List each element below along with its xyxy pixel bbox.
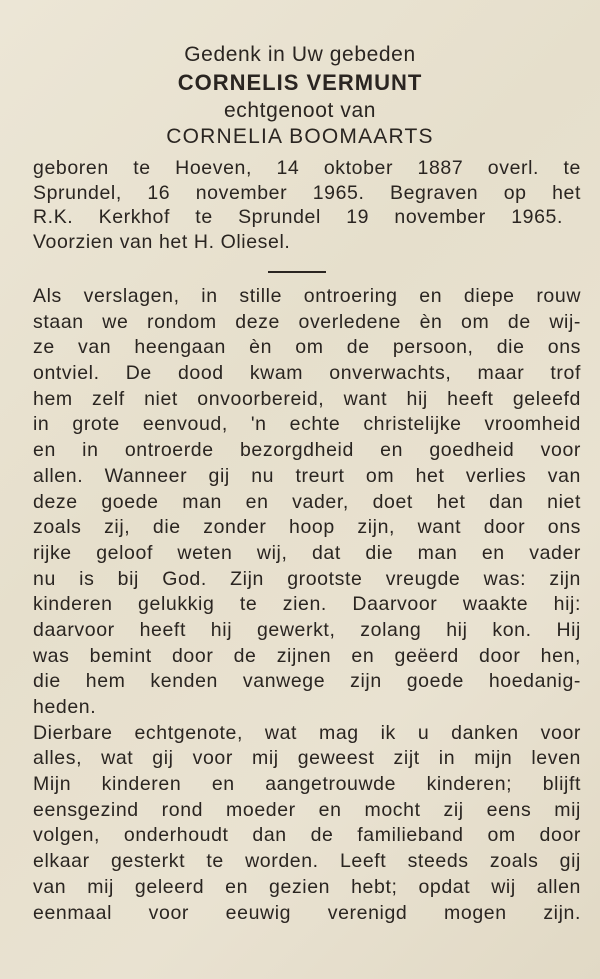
text-line: hem zelf niet onvoorbereid, want hij heeft geleefd	[33, 387, 581, 410]
text-line: Als verslagen, in stille ontroering en diepe rouw	[33, 285, 581, 307]
bio-line: Voorzien van het H. Oliesel.	[33, 230, 291, 253]
section-divider	[268, 271, 326, 273]
text-line: ze van heengaan èn om de persoon, die ons	[33, 336, 581, 359]
text-line: daarvoor heeft hij gewerkt, zolang hij kon. Hij	[33, 618, 581, 641]
text-line: van mij geleerd en gezien hebt; opdat wij allen	[33, 875, 581, 898]
prayer-request-line: Gedenk in Uw gebeden	[184, 43, 416, 66]
text-line: eensgezind rond moeder en mocht zij eens mij	[33, 798, 581, 821]
text-line: allen. Wanneer gij nu treurt om het verlies van	[33, 464, 581, 487]
text-line: en in ontroerde bezorgdheid en goedheid voor	[33, 439, 581, 462]
text-line: staan we rondom deze overledene èn om de wij-	[33, 310, 581, 333]
bio-line: R.K. Kerkhof te Sprundel 19 november 1965.	[33, 206, 563, 229]
text-line: heden.	[33, 696, 97, 718]
text-line: kinderen gelukkig te zien. Daarvoor waakte hij:	[33, 593, 581, 616]
text-line: volgen, onderhoudt dan de familieband om door	[33, 824, 581, 847]
biographical-details	[33, 156, 581, 254]
card-header	[0, 42, 600, 150]
text-line: Mijn kinderen en aangetrouwde kinderen; blijft	[33, 773, 581, 796]
text-line: elkaar gesterkt te worden. Leeft steeds zoals gij	[33, 850, 581, 873]
text-line: alles, wat gij voor mij geweest zijt in mijn leven	[33, 747, 581, 770]
text-line: in grote eenvoud, 'n echte christelijke vroomheid	[33, 413, 581, 436]
text-line: zoals zij, die zonder hoop zijn, want door ons	[33, 516, 581, 539]
text-line: deze goede man en vader, doet het dan niet	[33, 490, 581, 513]
spouse-name: CORNELIA BOOMAARTS	[166, 125, 434, 148]
text-line: ontviel. De dood kwam onverwachts, maar trof	[33, 362, 581, 385]
text-line: nu is bij God. Zijn grootste vreugde was: zijn	[33, 567, 581, 590]
deceased-name: CORNELIS VERMUNT	[177, 70, 423, 95]
bio-line: Sprundel, 16 november 1965. Begraven op het	[33, 181, 581, 204]
text-line: eenmaal voor eeuwig verenigd mogen zijn.	[33, 901, 581, 924]
text-line: rijke geloof weten wij, dat die man en vader	[33, 541, 581, 564]
text-line: die hem kenden vanwege zijn goede hoedanig-	[33, 670, 581, 693]
bio-line: geboren te Hoeven, 14 oktober 1887 overl. te	[33, 157, 581, 179]
text-line: was bemint door de zijnen en geëerd door hen,	[33, 644, 581, 667]
text-line: Dierbare echtgenote, wat mag ik u danken voor	[33, 721, 581, 744]
relation-line: echtgenoot van	[223, 99, 377, 122]
memorial-text	[33, 284, 581, 926]
